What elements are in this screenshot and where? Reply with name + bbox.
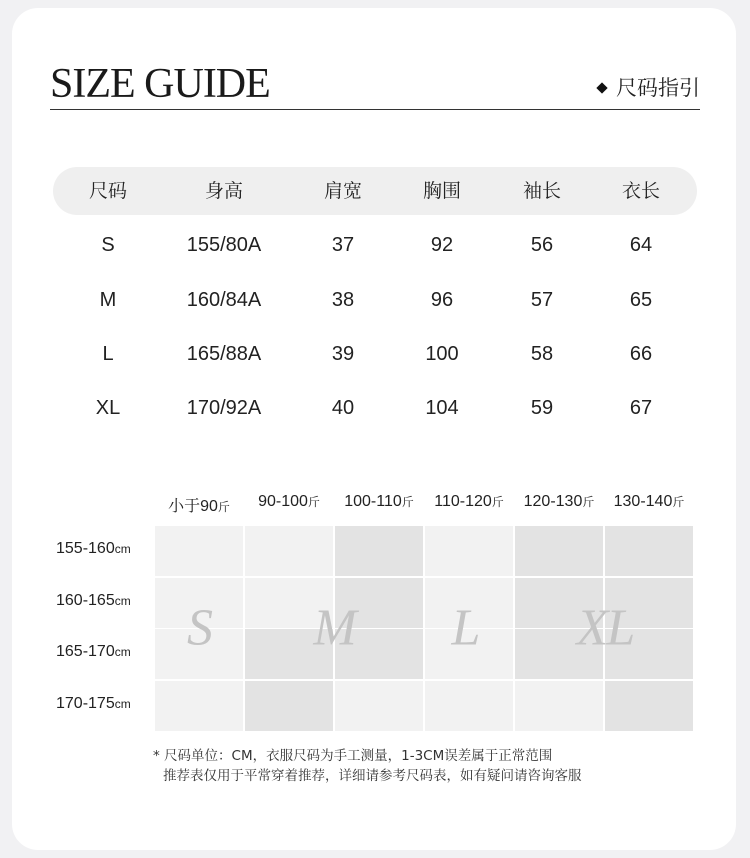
grid-cell xyxy=(605,526,693,576)
table-cell: 64 xyxy=(629,234,653,256)
table-cell: 37 xyxy=(331,234,355,256)
height-row-header xyxy=(56,592,131,610)
height-range: 165-170 xyxy=(56,643,115,660)
height-range: 160-165 xyxy=(56,592,115,609)
height-row-header xyxy=(56,643,131,661)
height-range: 170-175 xyxy=(56,695,115,712)
table-col-header: 胸围 xyxy=(422,180,462,202)
weight-range: 100-110 xyxy=(344,493,402,510)
table-cell: 40 xyxy=(331,397,355,419)
table-cell: 57 xyxy=(530,289,554,311)
grid-cell xyxy=(335,526,423,576)
grid-cell xyxy=(605,681,693,731)
weight-range: 90-100 xyxy=(258,493,308,510)
note-line-1: * 尺码单位：CM，衣服尺码为手工测量，1-3CM误差属于正常范围 xyxy=(153,748,553,764)
table-col-header: 衣长 xyxy=(621,180,661,202)
weight-col-header xyxy=(524,493,595,511)
weight-unit: 斤 xyxy=(307,495,320,509)
weight-range: 110-120 xyxy=(434,493,492,510)
size-zone-label: L xyxy=(451,599,479,657)
weight-col-header xyxy=(434,493,504,511)
grid-cell xyxy=(515,526,603,576)
weight-unit: 斤 xyxy=(672,495,685,509)
weight-col-header xyxy=(168,493,230,516)
table-cell: 155/80A xyxy=(186,234,262,256)
table-cell: 39 xyxy=(331,343,355,365)
weight-col-header xyxy=(258,493,320,511)
height-unit: cm xyxy=(114,697,131,711)
table-cell: XL xyxy=(95,397,121,419)
table-cell: 100 xyxy=(425,343,459,365)
table-cell: 59 xyxy=(530,397,554,419)
size-table-header xyxy=(53,167,697,215)
table-cell: 170/92A xyxy=(186,397,262,419)
height-row-header xyxy=(56,540,131,558)
table-cell: 65 xyxy=(629,289,653,311)
table-cell: 58 xyxy=(530,343,554,365)
table-col-header: 尺码 xyxy=(88,180,128,202)
grid-cell xyxy=(335,681,423,731)
grid-cell xyxy=(245,681,333,731)
weight-range: 130-140 xyxy=(613,493,673,510)
table-cell: L xyxy=(102,343,114,365)
grid-cell xyxy=(245,526,333,576)
subtitle xyxy=(598,74,700,102)
weight-col-header xyxy=(344,493,414,511)
grid-cell xyxy=(515,681,603,731)
table-col-header: 身高 xyxy=(204,180,244,202)
grid-cell xyxy=(155,681,243,731)
table-cell: M xyxy=(99,289,117,311)
table-cell: S xyxy=(101,234,115,256)
page-title: SIZE GUIDE xyxy=(50,61,270,107)
subtitle-text: 尺码指引 xyxy=(616,76,700,100)
diamond-icon xyxy=(596,82,607,93)
weight-unit: 斤 xyxy=(582,495,595,509)
note-line-2: 推荐表仅用于平常穿着推荐，详细请参考尺码表，如有疑问请咨询客服 xyxy=(163,768,582,784)
height-unit: cm xyxy=(114,542,131,556)
weight-range: 120-130 xyxy=(523,493,583,510)
weight-col-header xyxy=(614,493,685,511)
title-divider xyxy=(50,109,700,110)
weight-unit: 斤 xyxy=(401,495,414,509)
size-zone-label: S xyxy=(187,599,211,657)
grid-cell xyxy=(425,681,513,731)
height-row-header xyxy=(56,695,131,713)
table-cell: 67 xyxy=(629,397,653,419)
height-unit: cm xyxy=(114,594,131,608)
table-cell: 160/84A xyxy=(186,289,262,311)
table-cell: 92 xyxy=(430,234,454,256)
height-range: 155-160 xyxy=(56,540,115,557)
size-zone-label: M xyxy=(313,599,355,657)
grid-cell xyxy=(155,526,243,576)
weight-unit: 斤 xyxy=(491,495,504,509)
grid-cell xyxy=(425,526,513,576)
height-unit: cm xyxy=(114,645,131,659)
table-cell: 96 xyxy=(430,289,454,311)
table-col-header: 袖长 xyxy=(522,180,562,202)
table-cell: 38 xyxy=(331,289,355,311)
table-cell: 165/88A xyxy=(186,343,262,365)
weight-range: 小于90 xyxy=(168,498,218,515)
weight-unit: 斤 xyxy=(217,500,230,514)
table-cell: 56 xyxy=(530,234,554,256)
table-col-header: 肩宽 xyxy=(323,180,363,202)
table-cell: 104 xyxy=(425,397,459,419)
size-zone-label: XL xyxy=(576,599,634,657)
table-cell: 66 xyxy=(629,343,653,365)
